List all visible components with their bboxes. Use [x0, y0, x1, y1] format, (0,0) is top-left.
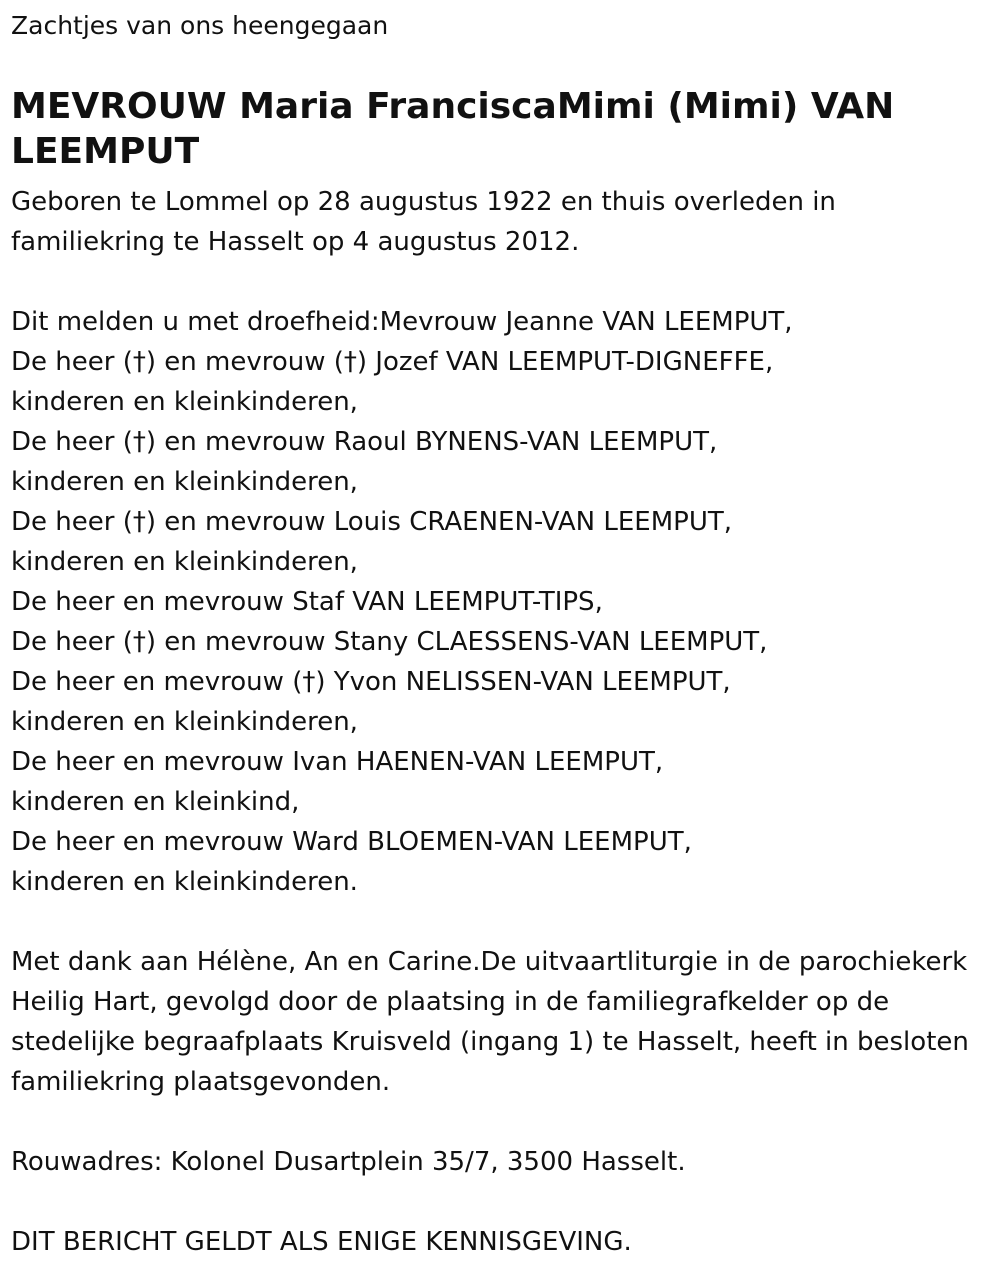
family-line: kinderen en kleinkinderen. — [11, 867, 358, 897]
family-line: De heer en mevrouw Ivan HAENEN-VAN LEEMPUT, — [11, 747, 664, 777]
intro-text: Zachtjes van ons heengegaan — [11, 11, 389, 40]
thanks-line: familiekring plaatsgevonden. — [11, 1067, 391, 1097]
family-line: kinderen en kleinkind, — [11, 787, 300, 817]
official-notice: DIT BERICHT GELDT ALS ENIGE KENNISGEVING. — [11, 1227, 632, 1257]
birth-line: Geboren te Lommel op 28 augustus 1922 en thuis overleden in — [11, 187, 836, 217]
family-line: kinderen en kleinkinderen, — [11, 467, 358, 497]
family-line: De heer (†) en mevrouw Raoul BYNENS-VAN LEEMPUT, — [11, 427, 718, 457]
family-line: De heer en mevrouw Ward BLOEMEN-VAN LEEMPUT, — [11, 827, 692, 857]
family-line: kinderen en kleinkinderen, — [11, 707, 358, 737]
family-announcement-list — [11, 302, 793, 902]
thanks-line: stedelijke begraafplaats Kruisveld (ingang 1) te Hasselt, heeft in besloten — [11, 1027, 969, 1057]
family-line: De heer en mevrouw (†) Yvon NELISSEN-VAN LEEMPUT, — [11, 667, 731, 697]
family-line: De heer (†) en mevrouw Stany CLAESSENS-VAN LEEMPUT, — [11, 627, 768, 657]
family-line: Dit melden u met droefheid:Mevrouw Jeanne VAN LEEMPUT, — [11, 307, 793, 337]
thanks-and-funeral-paragraph — [11, 942, 969, 1102]
family-line: De heer (†) en mevrouw Louis CRAENEN-VAN LEEMPUT, — [11, 507, 733, 537]
mourning-address: Rouwadres: Kolonel Dusartplein 35/7, 3500 Hasselt. — [11, 1147, 686, 1177]
birth-death-paragraph — [11, 182, 836, 262]
family-line: De heer (†) en mevrouw (†) Jozef VAN LEEMPUT-DIGNEFFE, — [11, 347, 774, 377]
deceased-name-title: MEVROUW Maria FranciscaMimi (Mimi) VAN LEEMPUT — [11, 86, 895, 172]
family-line: kinderen en kleinkinderen, — [11, 547, 358, 577]
family-line: De heer en mevrouw Staf VAN LEEMPUT-TIPS, — [11, 587, 603, 617]
thanks-line: Met dank aan Hélène, An en Carine.De uitvaartliturgie in de parochiekerk — [11, 947, 968, 977]
thanks-line: Heilig Hart, gevolgd door de plaatsing in de familiegrafkelder op de — [11, 987, 890, 1017]
birth-line: familiekring te Hasselt op 4 augustus 2012. — [11, 227, 580, 257]
family-line: kinderen en kleinkinderen, — [11, 387, 358, 417]
